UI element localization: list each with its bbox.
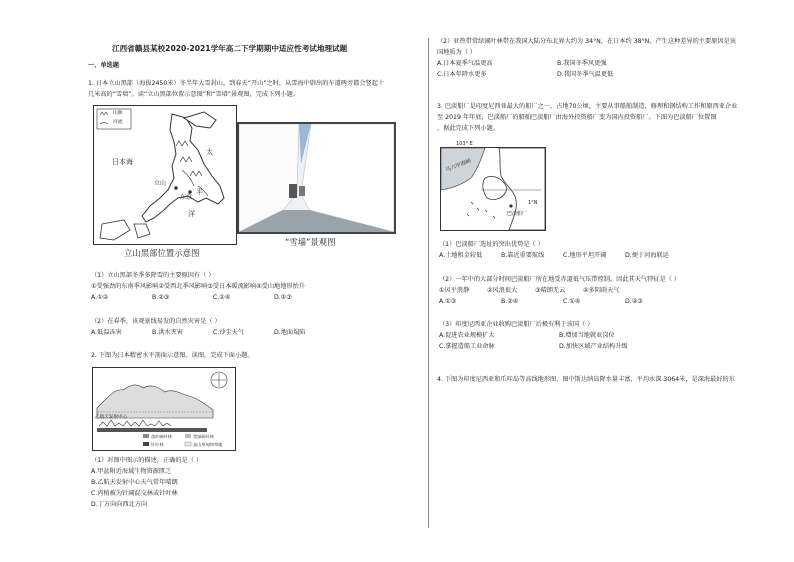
option-b[interactable]: B.我国冬季风更强: [557, 60, 607, 67]
legend-item: 针叶林: [151, 442, 164, 447]
legend-river-label: 河流: [113, 120, 123, 125]
q3-text-line2: 至 2019 年年底，巴淡船厂的船舶巴淡船厂由海外投资船厂变为国内投资船厂。下图为巴淡船厂位置图: [437, 114, 717, 121]
label-lishan: 立山: [154, 180, 167, 187]
q1-sub2-options: [91, 329, 335, 337]
paper-title: 江西省赣县某校2020-2021学年高二下学期期中适应性考试地理试题: [112, 44, 348, 53]
q1-text-line1: 1. 日本立山黑部（海拔2450米）冬半年大雪封山，到春天“开山”之时，从雪海中辟出的车道两旁都会竖起十: [88, 80, 385, 87]
lishan-marker: [174, 186, 178, 190]
snow-wall-drawing: [239, 124, 394, 232]
legend-item: 落叶阔叶林: [151, 434, 172, 439]
section-heading: 一、单选题: [88, 62, 119, 69]
option-a[interactable]: A.日本夏季气温更高: [437, 60, 493, 67]
option-b[interactable]: B.洪水灾害: [152, 329, 183, 336]
option-d[interactable]: D.①③: [274, 294, 292, 301]
option-c[interactable]: C.日本年降水更多: [437, 71, 487, 78]
lishan-location-map: [93, 105, 237, 245]
map-caption: 立山黑部位置示意图: [124, 248, 200, 258]
q3-sub3-stem: （3）印度尼西亚企业收购巴淡船厂后极有利于该国（ ）: [439, 321, 594, 328]
q3-sub1-options: [439, 252, 687, 260]
q3-sub2-stem: （2）一年中的大部分时间巴淡船厂所在地受赤道低气压带控制，因此其天气特征是（ ）: [439, 276, 681, 283]
batam-shipyard-map: [440, 147, 546, 231]
option-d[interactable]: D.地面塌陷: [274, 329, 306, 336]
q3-sub1-stem: （1）巴淡船厂选址的突出优势是（ ）: [439, 241, 544, 248]
label-tokyo: 东京: [180, 194, 193, 201]
q1-sub1-items: ①受强劲的东南季风影响②受西北季风影响③受日本暖流影响④受山地地形抬升: [91, 283, 305, 290]
label-sea-of-japan: 日本海: [112, 158, 133, 166]
option-c[interactable]: C.地形平坦开阔: [563, 252, 607, 259]
q2-text: 2. 下图为日本精密水平剖面示意图。读图，完成下面小题。: [91, 352, 254, 359]
column-divider: [428, 38, 429, 528]
option-b[interactable]: B.②③: [152, 294, 170, 301]
q1-sub1-options: [91, 294, 335, 302]
label-strait: 马六甲海峡: [444, 158, 473, 174]
q3-text-line3: ，据此完成下列小题。: [437, 125, 499, 132]
legend-item: 高山草甸和草地: [193, 442, 223, 447]
label-shipyard: 巴淡船厂: [507, 211, 528, 217]
option-d[interactable]: D.便于河海联运: [625, 252, 669, 259]
option-b[interactable]: B.乙航天发射中心天气常年晴朗: [91, 479, 178, 486]
option-c[interactable]: C.沙尘天气: [213, 329, 245, 336]
option-d[interactable]: D.②③: [625, 298, 643, 305]
label-launch-center: 乙航天发射中心: [95, 415, 128, 420]
item: ③晴朗无云: [535, 287, 566, 294]
option-a[interactable]: A.①③: [439, 298, 457, 305]
option-d[interactable]: D.我国冬季气温更低: [557, 71, 614, 78]
option-c[interactable]: C.①④: [563, 298, 581, 305]
option-b[interactable]: B.②④: [501, 298, 519, 305]
label-lon: 103° E: [456, 141, 473, 147]
shipyard-marker: [509, 204, 512, 207]
q2-sub2-stem-line2: 国地质为（ ）: [437, 49, 477, 56]
option-d[interactable]: D.加快区域产业结构升级: [559, 343, 628, 350]
option-a[interactable]: A.促进农业规模扩大: [439, 332, 495, 339]
option-c[interactable]: C.掌握造船工业命脉: [439, 343, 495, 350]
q3-text-line1: 3. 巴淡船厂是印度尼西亚最大的船厂之一，占地70公顷，主要从事船舶制造、修理和钢结构工作和原西亚企业: [437, 103, 738, 110]
snow-wall-photo: [237, 122, 396, 234]
option-a[interactable]: A.土地租金较低: [439, 252, 483, 259]
option-a[interactable]: A.甲盆附近海域生物资源匮乏: [91, 468, 172, 475]
label-lat: 1°N: [528, 200, 538, 206]
q3-sub2-items: [439, 287, 643, 295]
option-b[interactable]: B.增加当地就业岗位: [559, 332, 615, 339]
q4-text: 4. 下图为印度尼西亚和爪哇岛等高线地形图，图中斯达纳岛降水量丰富，平均水深 3064米，是深海最好的东: [437, 376, 735, 383]
item: ②风浪很大: [487, 287, 518, 294]
q1-text-line2: 几米高的“雪墙”。读“立山黑部位置示意图”和“雪墙”景观图，完成下列小题。: [88, 91, 300, 98]
option-d[interactable]: D.丁方向向西北方向: [91, 501, 148, 508]
option-a[interactable]: A.低温冻害: [91, 329, 122, 336]
q1-sub2-stem: （2）在春季，该观景线易发的自然灾害是（ ）: [91, 318, 221, 325]
japan-profile-figure: [92, 367, 236, 451]
photo-caption: “雪墙”景观图: [285, 237, 336, 247]
legend-mountain-label: 山脉: [113, 111, 123, 116]
option-b[interactable]: B.靠近重要航线: [501, 252, 545, 259]
q1-sub1-stem: （1）立山黑部冬季多降雪的主要原因有（ ）: [91, 272, 215, 279]
option-c[interactable]: C.①④: [213, 294, 231, 301]
option-c[interactable]: C.丙植被为针阔混交林或针叶林: [91, 490, 178, 497]
q2-sub1-stem: （1）对图中图示的描述，正确的是（ ）: [91, 457, 203, 464]
item: ④多阴雨天气: [583, 287, 620, 294]
item: ①风平浪静: [439, 287, 470, 294]
q3-sub2-answers: [439, 298, 687, 306]
option-a[interactable]: A.①②: [91, 294, 109, 301]
legend-item: 常绿阔叶林: [193, 434, 214, 439]
q2-sub2-stem-line1: （2）亚热带常绿阔叶林带在我国大陆分布北界大约为 34°N，在日本约 38°N。产生这种差异的主要原因是该: [437, 38, 736, 45]
label-tai: 太: [206, 148, 213, 156]
label-ping: 平: [196, 188, 203, 196]
batam-map-drawing: [441, 148, 545, 230]
label-yang: 洋: [188, 210, 195, 218]
